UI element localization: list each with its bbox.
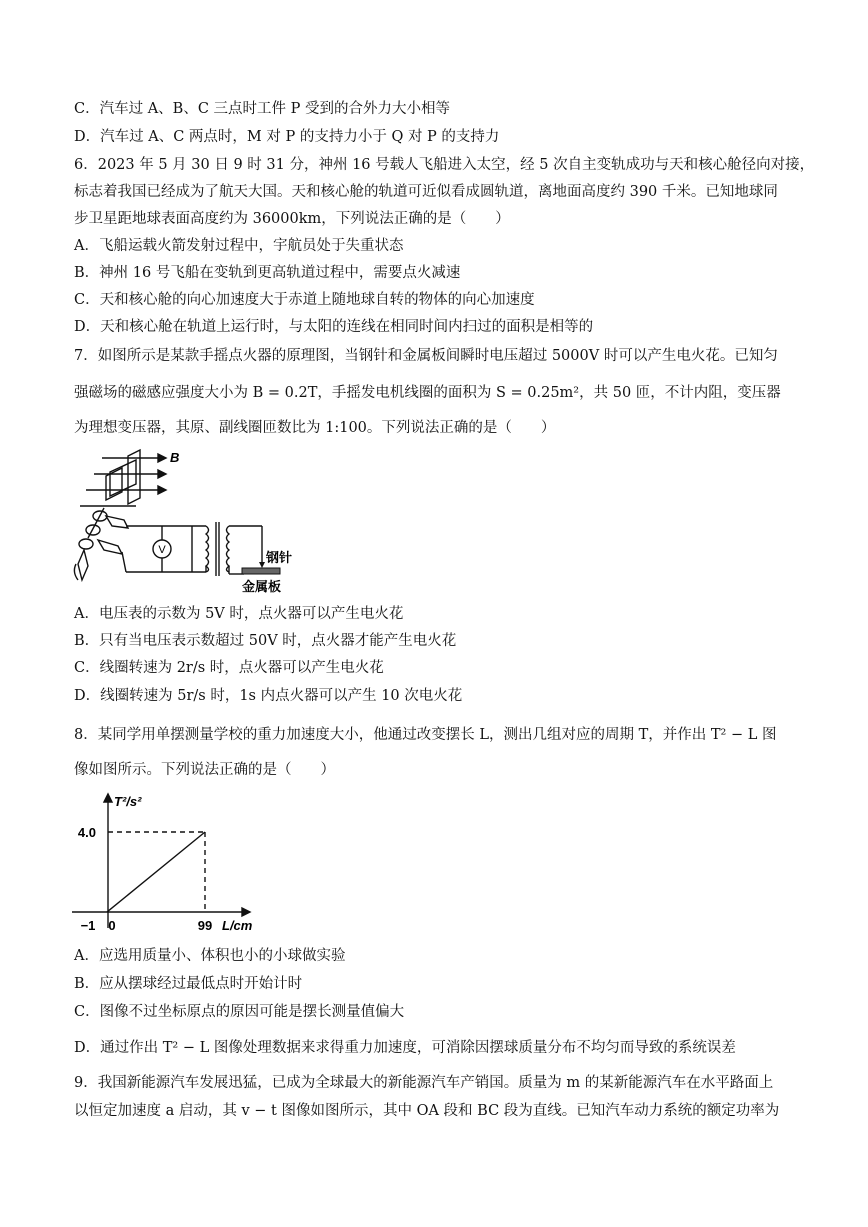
q6-option-d: D．天和核心舱在轨道上运行时，与太阳的连线在相同时间内扫过的面积是相等的 bbox=[74, 319, 594, 335]
q7-option-d: D．线圈转速为 5r/s 时，1s 内点火器可以产生 10 次电火花 bbox=[74, 688, 463, 704]
x-tick-neg1: −1 bbox=[80, 918, 96, 933]
y-tick-4: 4.0 bbox=[77, 825, 96, 840]
q7-stem-line3: 为理想变压器，其原、副线圈匝数比为 1:100。下列说法正确的是（ ） bbox=[74, 420, 556, 436]
q9-stem-line2: 以恒定加速度 a 启动，其 v − t 图像如图所示，其中 OA 段和 BC 段为直线。已知汽车动力系统的额定功率为 bbox=[74, 1103, 780, 1119]
igniter-diagram bbox=[66, 446, 306, 596]
q7-stem-line2: 强磁场的磁感应强度大小为 B = 0.2T，手摇发电机线圈的面积为 S = 0.25m²，共 50 匝，不计内阻，变压器 bbox=[74, 385, 781, 401]
x-tick-0: 0 bbox=[108, 918, 116, 933]
q7-option-a: A．电压表的示数为 5V 时，点火器可以产生电火花 bbox=[74, 606, 404, 622]
q5-option-c: C．汽车过 A、B、C 三点时工件 P 受到的合外力大小相等 bbox=[74, 101, 451, 117]
q7-option-b: B．只有当电压表示数超过 50V 时，点火器才能产生电火花 bbox=[74, 633, 457, 649]
q6-option-b: B．神州 16 号飞船在变轨到更高轨道过程中，需要点火减速 bbox=[74, 265, 461, 281]
q6-option-c: C．天和核心舱的向心加速度大于赤道上随地球自转的物体的向心加速度 bbox=[74, 292, 535, 308]
q8-stem-line2: 像如图所示。下列说法正确的是（ ） bbox=[74, 762, 335, 778]
q8-option-d: D．通过作出 T² − L 图像处理数据来求得重力加速度，可消除因摆球质量分布不均匀而导致的系统误差 bbox=[74, 1040, 736, 1056]
q8-stem-line1: 8．某同学用单摆测量学校的重力加速度大小，他通过改变摆长 L，测出几组对应的周期 T，并作出 T² − L 图 bbox=[74, 727, 777, 743]
x-axis-label: L/cm bbox=[222, 918, 253, 933]
q7-option-c: C．线圈转速为 2r/s 时，点火器可以产生电火花 bbox=[74, 660, 384, 676]
q8-option-a: A．应选用质量小、体积也小的小球做实验 bbox=[74, 948, 346, 964]
y-axis-label: T²/s² bbox=[114, 794, 142, 809]
q6-stem-line3: 步卫星距地球表面高度约为 36000km，下列说法正确的是（ ） bbox=[74, 211, 510, 227]
q9-stem-line1: 9．我国新能源汽车发展迅猛，已成为全球最大的新能源汽车产销国。质量为 m 的某新能源汽车在水平路面上 bbox=[74, 1075, 774, 1091]
q6-option-a: A．飞船运载火箭发射过程中，宇航员处于失重状态 bbox=[74, 238, 404, 254]
t2-l-chart bbox=[66, 788, 276, 938]
q5-option-d: D．汽车过 A、C 两点时，M 对 P 的支持力小于 Q 对 P 的支持力 bbox=[74, 129, 500, 145]
q6-stem-line1: 6．2023 年 5 月 30 日 9 时 31 分，神州 16 号载人飞船进入太空，经 5 次自主变轨成功与天和核心舱径向对接， bbox=[74, 157, 815, 173]
q6-stem-line2: 标志着我国已经成为了航天大国。天和核心舱的轨道可近似看成圆轨道，离地面高度约 390 千米。已知地球同 bbox=[74, 184, 778, 200]
q8-option-b: B．应从摆球经过最低点时开始计时 bbox=[74, 976, 303, 992]
plate-label: 金属板 bbox=[242, 579, 282, 594]
voltmeter-label: V bbox=[158, 544, 166, 556]
needle-label: 钢针 bbox=[266, 550, 293, 565]
q8-option-c: C．图像不过坐标原点的原因可能是摆长测量值偏大 bbox=[74, 1004, 405, 1020]
series-line-measured bbox=[108, 832, 205, 911]
field-label: B bbox=[170, 450, 180, 465]
series-line-extrapolated bbox=[107, 911, 108, 912]
x-axis-arrow bbox=[242, 908, 250, 916]
x-tick-99: 99 bbox=[197, 918, 213, 933]
q7-stem-line1: 7．如图所示是某款手摇点火器的原理图，当钢针和金属板间瞬时电压超过 5000V 时可以产生电火花。已知匀 bbox=[74, 348, 778, 364]
y-axis-arrow bbox=[104, 794, 112, 802]
